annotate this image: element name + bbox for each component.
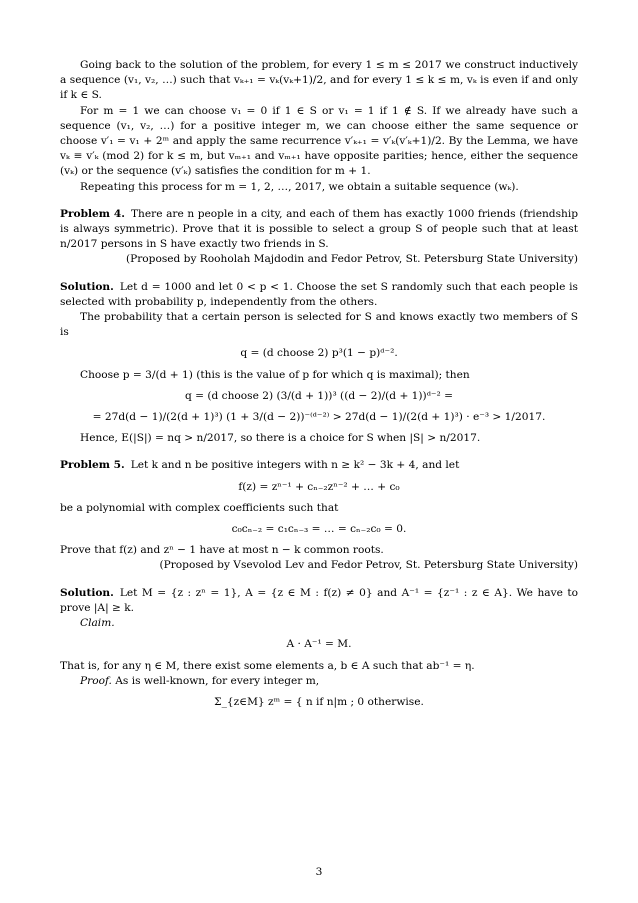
paragraph-construction: Going back to the solution of the problem, for every 1 ≤ m ≤ 2017 we construct inductively a sequence (v₁, v₂, …) such that vₖ₊₁ = vₖ(vₖ+1)/2, and for every 1 ≤ k ≤ m, vₖ is even if and only if k ∈ S. [60,59,578,102]
solution-4-choose-p: Choose p = 3/(d + 1) (this is the value of p for which q is maximal); then [80,368,470,381]
equation-polynomial: f(z) = zⁿ⁻¹ + cₙ₋₂zⁿ⁻² + … + c₀ [238,480,400,493]
problem-4-statement [60,207,578,253]
solution-4-body: Let d = 1000 and let 0 < p < 1. Choose the set S randomly such that each people is selected with probability p, independently from the others. [60,280,578,308]
problem-5-body: Let k and n be positive integers with n ≥ k² − 3k + 4, and let [130,459,460,472]
proof-body: As is well-known, for every integer m, [115,674,320,687]
problem-4-heading: Problem 4. [60,207,125,220]
paragraph-induction-step: For m = 1 we can choose v₁ = 0 if 1 ∈ S or v₁ = 1 if 1 ∉ S. If we already have such a sequence (v₁, v₂, …) for a positive integer m, we can choose either the same sequence or choose v′₁ = v₁ + 2ᵐ and apply the same recurrence v′ₖ₊₁ = v′ₖ(v′ₖ+1)/2. By the Lemma, we have vₖ ≡ v′ₖ (mod 2) for k ≤ m, but vₘ₊₁ and vₘ₊₁ have opposite parities; hence, either the sequence (vₖ) or the sequence (v′ₖ) satisfies the condition for m + 1. [60,104,578,178]
solution-5-body: Let M = {z : zⁿ = 1}, A = {z ∈ M : f(z) ≠ 0} and A⁻¹ = {z⁻¹ : z ∈ A}. We have to prove |A| ≥ k. [60,586,578,614]
equation-coefficient-products: c₀cₙ₋₂ = c₁cₙ₋₃ = … = cₙ₋₂c₀ = 0. [231,523,407,536]
page-number: 3 [315,866,323,878]
problem-4-body: There are n people in a city, and each of them has exactly 1000 friends (friendship is always symmetric). Prove that it is possible to select a group S of people such that at least n/2017 persons in S have exactly two friends in S. [60,207,578,251]
problem-5-statement [60,458,578,473]
proof-paragraph [60,674,578,689]
equation-bound: = 27d(d − 1)/(2(d + 1)³) (1 + 3/(d − 2))⁻⁽ᵈ⁻²⁾ > 27d(d − 1)/(2(d + 1)³) · e⁻³ > 1/2017. [92,411,546,424]
solution-4-intro [60,280,578,310]
equation-q-expanded: q = (d choose 2) (3/(d + 1))³ ((d − 2)/(d + 1))ᵈ⁻² = [184,389,454,402]
equation-q: q = (d choose 2) p³(1 − p)ᵈ⁻². [240,347,398,360]
paragraph-repeating: Repeating this process for m = 1, 2, …, 2017, we obtain a suitable sequence (wₖ). [80,180,519,193]
problem-5-heading: Problem 5. [60,459,125,472]
solution-4-probability: The probability that a certain person is selected for S and knows exactly two members of S is [60,311,578,339]
equation-claim: A · A⁻¹ = M. [286,638,352,651]
page-body [60,58,578,716]
problem-5-coefficients: be a polynomial with complex coefficients such that [60,501,339,514]
problem-5-credit: (Proposed by Vsevolod Lev and Fedor Petrov, St. Petersburg State University) [159,559,578,572]
solution-5-heading: Solution. [60,586,114,599]
solution-5-intro [60,586,578,616]
claim-explanation: That is, for any η ∈ M, there exist some elements a, b ∈ A such that ab⁻¹ = η. [60,659,475,672]
solution-4-heading: Solution. [60,280,114,293]
equation-roots-sum: Σ_{z∈M} zᵐ = { n if n|m ; 0 otherwise. [214,695,424,708]
problem-4-credit: (Proposed by Rooholah Majdodin and Fedor Petrov, St. Petersburg State University) [125,253,578,266]
proof-label: Proof. [80,674,112,687]
solution-4-conclusion: Hence, E(|S|) = nq > n/2017, so there is a choice for S when |S| > n/2017. [80,432,481,445]
problem-5-prove: Prove that f(z) and zⁿ − 1 have at most n − k common roots. [60,544,384,557]
claim-label: Claim. [80,617,115,630]
